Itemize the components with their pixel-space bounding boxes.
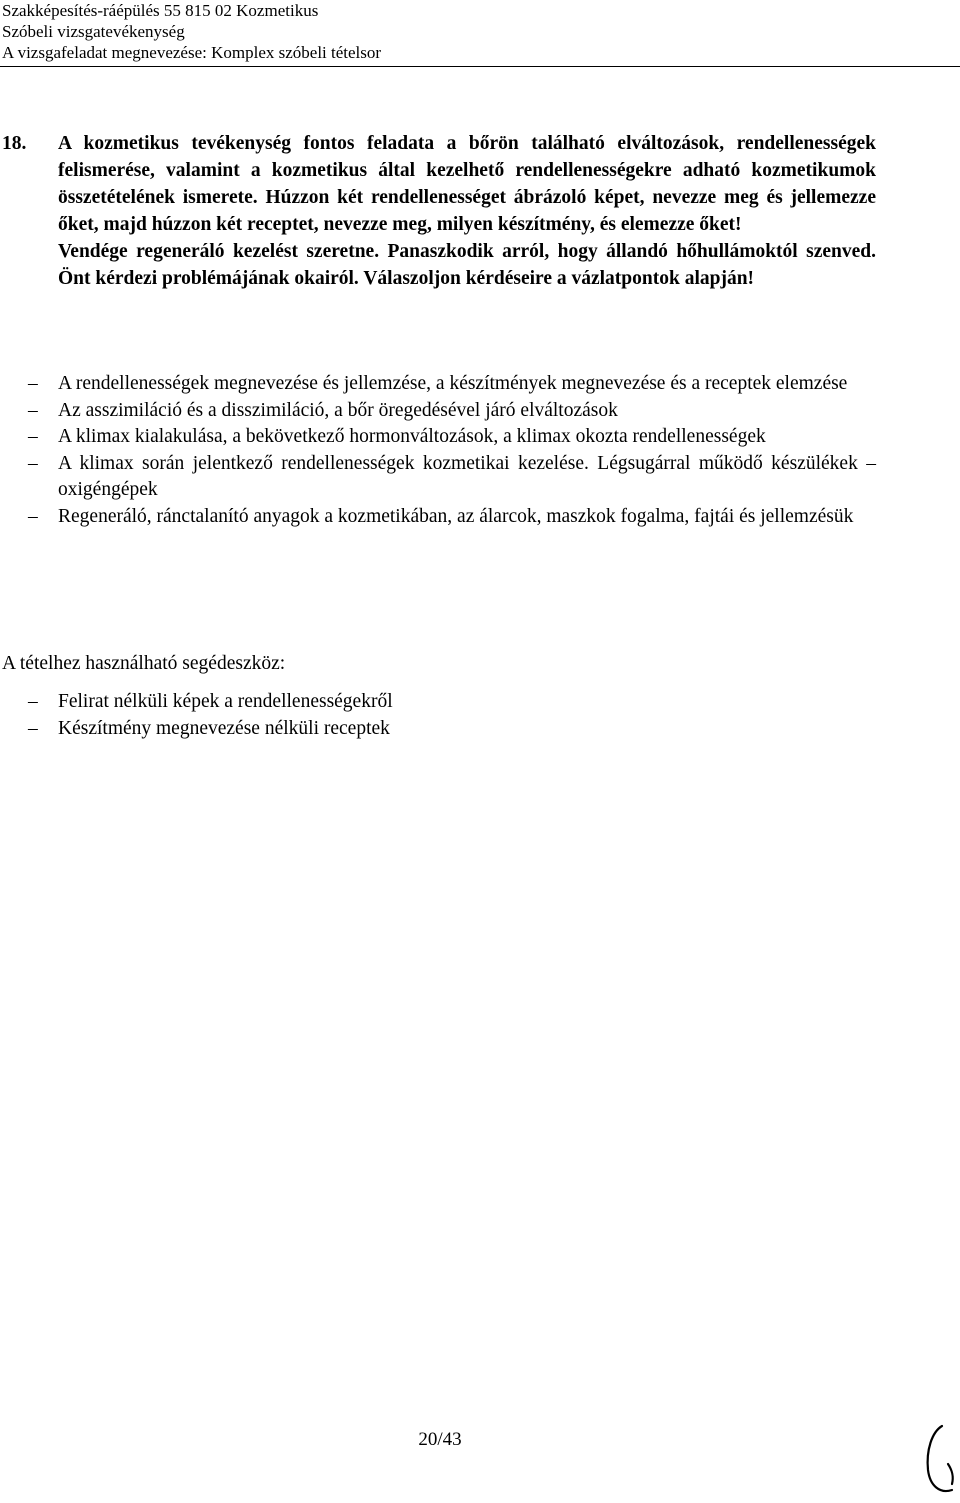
tools-list — [28, 689, 876, 742]
tool-item: – Készítmény megnevezése nélküli receptek — [58, 716, 876, 743]
document-header — [2, 0, 381, 63]
header-task-name: A vizsgafeladat megnevezése: Komplex szóbeli tételsor — [2, 43, 382, 62]
dash-bullet: – — [28, 399, 38, 421]
question-scenario-paragraph: Vendége regeneráló kezelést szeretne. Panaszkodik arról, hogy állandó hőhullámoktól szenved. Önt kérdezi problémájának okairól. Válaszoljon kérdéseire a vázlatpontok alapján! — [58, 241, 876, 289]
outline-item: – Az asszimiláció és a disszimiláció, a bőr öregedésével járó elváltozások — [58, 398, 876, 425]
header-divider — [0, 66, 960, 67]
dash-bullet: – — [28, 717, 38, 739]
question-task-paragraph: A kozmetikus tevékenység fontos feladata a bőrön található elváltozások, rendellenességek felismerése, valamint a kozmetikus által kezelhető rendellenességekre adható kozmetikumok összetételének ismerete. Húzzon két rendellenességet ábrázoló képet, nevezze meg és jellemezze őket, majd húzzon két receptet, nevezze meg, milyen készítmény, és elemezze őket! — [58, 133, 876, 235]
outline-item: – A klimax kialakulása, a bekövetkező hormonváltozások, a klimax okozta rendellenességek — [58, 424, 876, 451]
outline-item: – A rendellenességek megnevezése és jellemzése, a készítmények megnevezése és a receptek elemzése — [58, 371, 876, 398]
page-number: 20/43 — [418, 1429, 462, 1450]
question-number: 18. — [2, 133, 27, 154]
tools-label: A tételhez használható segédeszköz: — [2, 653, 286, 674]
header-exam-activity: Szóbeli vizsgatevékenység — [2, 22, 185, 41]
outline-item: – Regeneráló, ránctalanító anyagok a kozmetikában, az álarcok, maszkok fogalma, fajtái és jellemzésük — [58, 504, 876, 531]
dash-bullet: – — [28, 373, 38, 394]
header-qualification: Szakképesítés-ráépülés 55 815 02 Kozmetikus — [2, 1, 319, 20]
tool-item: – Felirat nélküli képek a rendellenességekről — [58, 689, 876, 716]
dash-bullet: – — [28, 452, 38, 474]
question-block — [2, 130, 876, 292]
outline-item: – A klimax során jelentkező rendellenességek kozmetikai kezelése. Légsugárral működő készülékek – oxigéngépek — [28, 452, 876, 500]
dash-bullet: – — [28, 426, 38, 447]
handwritten-signature — [918, 1420, 958, 1500]
dash-bullet: – — [28, 691, 38, 712]
dash-bullet: – — [28, 505, 38, 527]
outline-list — [28, 371, 876, 530]
